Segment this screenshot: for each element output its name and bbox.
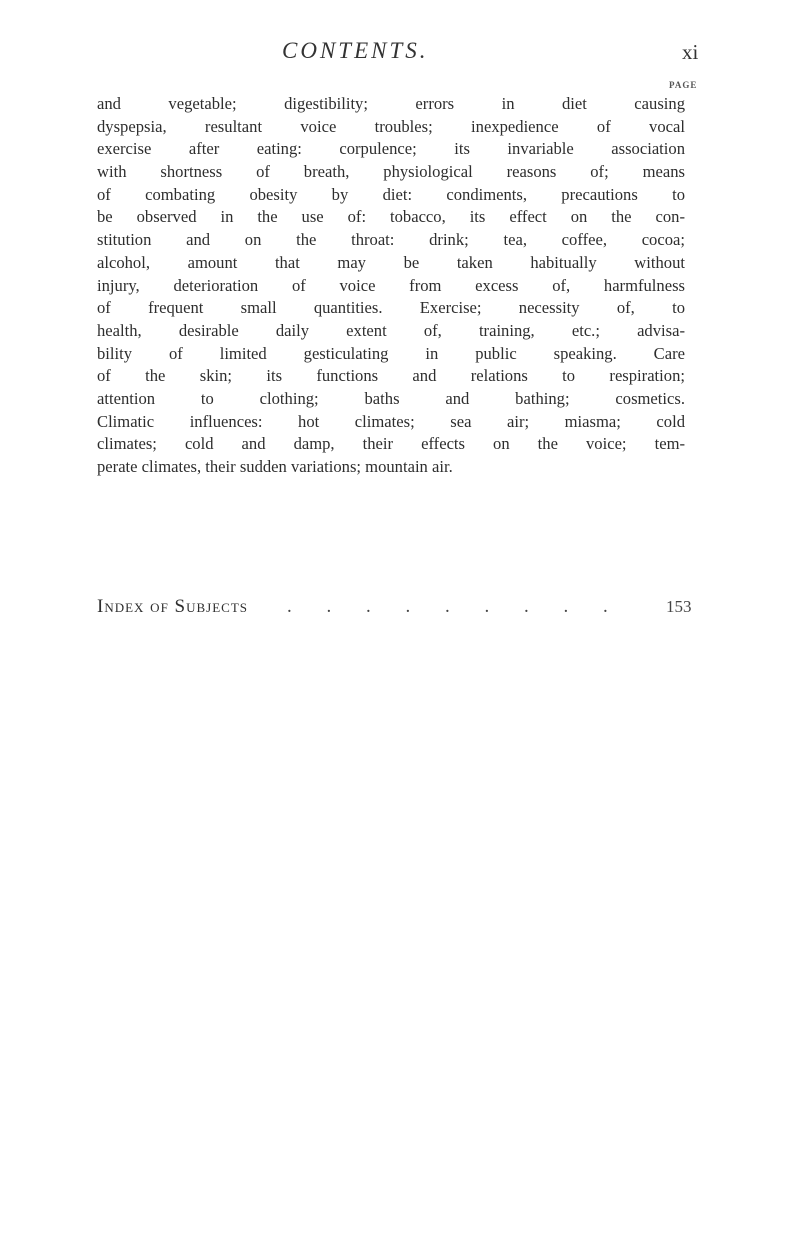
text-line: with shortness of breath, physiological reasons of; means [97, 162, 685, 182]
index-entry-page-number: 153 [666, 597, 692, 616]
page-column-label: PAGE [669, 80, 698, 90]
text-line: and vegetable; digestibility; errors in diet causing [97, 94, 685, 113]
text-line: alcohol, amount that may be taken habitually without [97, 252, 685, 272]
text-line: attention to clothing; baths and bathing; cosmetics. [97, 388, 685, 408]
index-entry-title: Index of Subjects [97, 596, 249, 617]
text-line: Climatic influences: hot climates; sea air; miasma; cold [97, 411, 685, 431]
text-line: of combating obesity by diet: condiments, precautions to [97, 184, 685, 204]
text-line: dyspepsia, resultant voice troubles; inexpedience of vocal [97, 116, 685, 136]
text-line: stitution and on the throat: drink; tea, coffee, cocoa; [97, 230, 685, 250]
text-line: of the skin; its functions and relations to respiration; [97, 366, 685, 386]
index-entry[interactable] [97, 594, 697, 620]
text-line: of frequent small quantities. Exercise; necessity of, to [97, 298, 685, 318]
text-line: climates; cold and damp, their effects on the voice; tem- [97, 434, 685, 454]
running-title: CONTENTS. [282, 38, 429, 63]
page-number: xi [682, 40, 699, 64]
text-line: injury, deterioration of voice from excess of, harmfulness [97, 275, 685, 295]
text-line: bility of limited gesticulating in public speaking. Care [97, 343, 685, 363]
text-line: perate climates, their sudden variations; mountain air. [97, 457, 453, 476]
text-line: health, desirable daily extent of, training, etc.; advisa- [97, 320, 685, 340]
dot-leader: . . . . . . . . . [287, 596, 623, 617]
contents-paragraph [97, 93, 685, 479]
text-line: exercise after eating: corpulence; its invariable association [97, 139, 685, 159]
running-head [0, 38, 801, 72]
text-line: be observed in the use of: tobacco, its effect on the con- [97, 207, 685, 227]
